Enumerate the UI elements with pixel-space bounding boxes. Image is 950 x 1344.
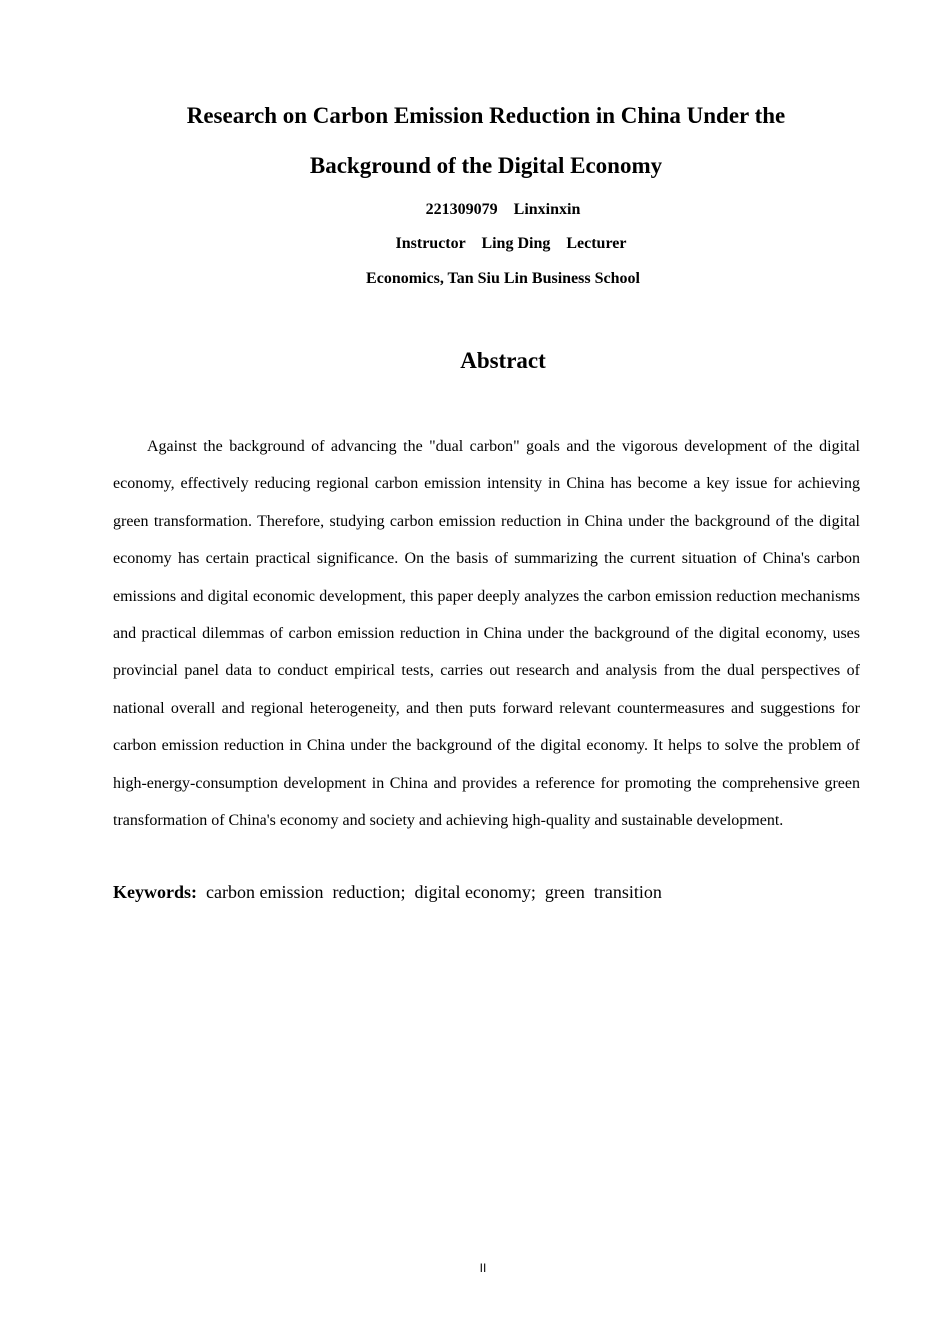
page-number: II bbox=[479, 1261, 487, 1275]
paper-title-line-1: Research on Carbon Emission Reduction in China Under the bbox=[186, 103, 786, 128]
school-affiliation: Economics, Tan Siu Lin Business School bbox=[366, 270, 640, 287]
paper-title-line-2: Background of the Digital Economy bbox=[309, 153, 663, 178]
keywords-line bbox=[113, 880, 860, 904]
keywords-label: Keywords: bbox=[113, 882, 197, 902]
keywords-text: carbon emission reduction; digital economy; green transition bbox=[206, 882, 662, 902]
abstract-heading: Abstract bbox=[460, 348, 546, 373]
student-id-and-name: 221309079 Linxinxin bbox=[425, 201, 581, 218]
abstract-body: Against the background of advancing the "dual carbon" goals and the vigorous development of the digital economy, effectively reducing regional carbon emission intensity in China has become a key issue for achieving green transformation. Therefore, studying carbon emission reduction in China under the background of the digital economy has certain practical significance. On the basis of summarizing the current situation of China's carbon emissions and digital economic development, this paper deeply analyzes the carbon emission reduction mechanisms and practical dilemmas of carbon emission reduction in China under the background of the digital economy, uses provincial panel data to conduct empirical tests, carries out research and analysis from the dual perspectives of national overall and regional heterogeneity, and then puts forward relevant countermeasures and suggestions for carbon emission reduction in China under the background of the digital economy. It helps to solve the problem of high-energy-consumption development in China and provides a reference for promoting the comprehensive green transformation of China's economy and society and achieving high-quality and sustainable development. bbox=[113, 438, 860, 830]
instructor-line: Instructor Ling Ding Lecturer bbox=[395, 235, 627, 252]
